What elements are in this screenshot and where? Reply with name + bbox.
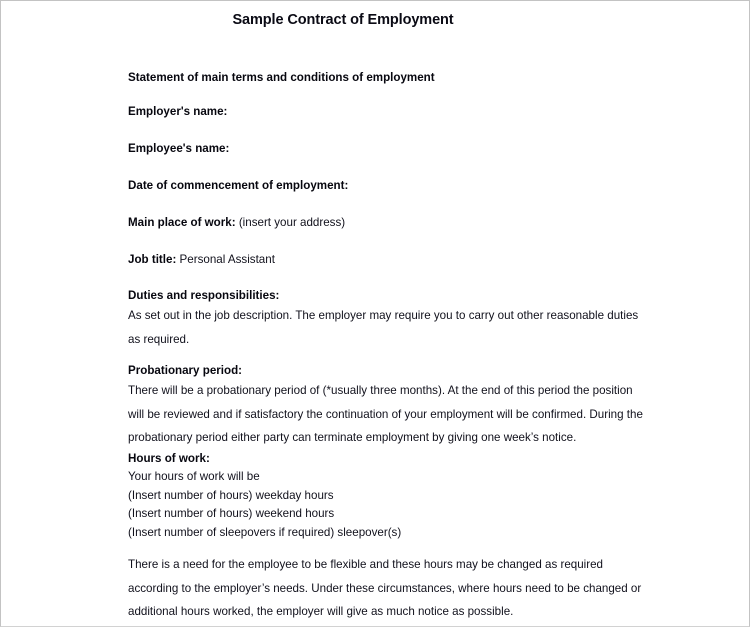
hours-line-4: (Insert number of sleepovers if required) sleepover(s) — [128, 526, 402, 539]
section-duties-body: As set out in the job description. The employer may require you to carry out other reasonable duties as required. — [128, 309, 639, 346]
hours-line-2: (Insert number of hours) weekday hours — [128, 489, 334, 502]
statement-heading: Statement of main terms and conditions of employment — [128, 71, 435, 84]
section-probation-body: There will be a probationary period of (*usually three months). At the end of this period the position will be reviewed and if satisfactory the continuation of your employment will be confirmed. During the probationary period either party can terminate employment by giving one week’s notice. — [128, 384, 643, 444]
field-main-place-of-work-value: (insert your address) — [235, 216, 346, 229]
field-job-title-value: Personal Assistant — [176, 253, 275, 266]
hours-line-3: (Insert number of hours) weekend hours — [128, 507, 335, 520]
closing-paragraph: There is a need for the employee to be flexible and these hours may be changed as required according to the employer’s needs. Under these circumstances, where hours need to be changed or additional hours worked, the employer will give as much notice as possible. — [128, 558, 642, 618]
field-employer-name — [128, 105, 227, 118]
field-employee-name-label: Employee's name: — [128, 142, 230, 155]
section-probation-heading: Probationary period: — [128, 364, 243, 377]
field-commencement-date-label: Date of commencement of employment: — [128, 179, 349, 192]
section-hours-heading: Hours of work: — [128, 452, 210, 465]
section-duties-heading: Duties and responsibilities: — [128, 289, 280, 302]
field-main-place-of-work-label: Main place of work: — [128, 216, 236, 229]
field-job-title — [128, 253, 275, 266]
page-title: Sample Contract of Employment — [232, 12, 454, 28]
field-commencement-date — [128, 179, 348, 192]
field-job-title-label: Job title: — [128, 253, 177, 266]
field-employee-name — [128, 142, 229, 155]
field-main-place-of-work — [128, 216, 345, 229]
hours-line-1: Your hours of work will be — [128, 470, 260, 483]
field-employer-name-label: Employer's name: — [128, 105, 228, 118]
